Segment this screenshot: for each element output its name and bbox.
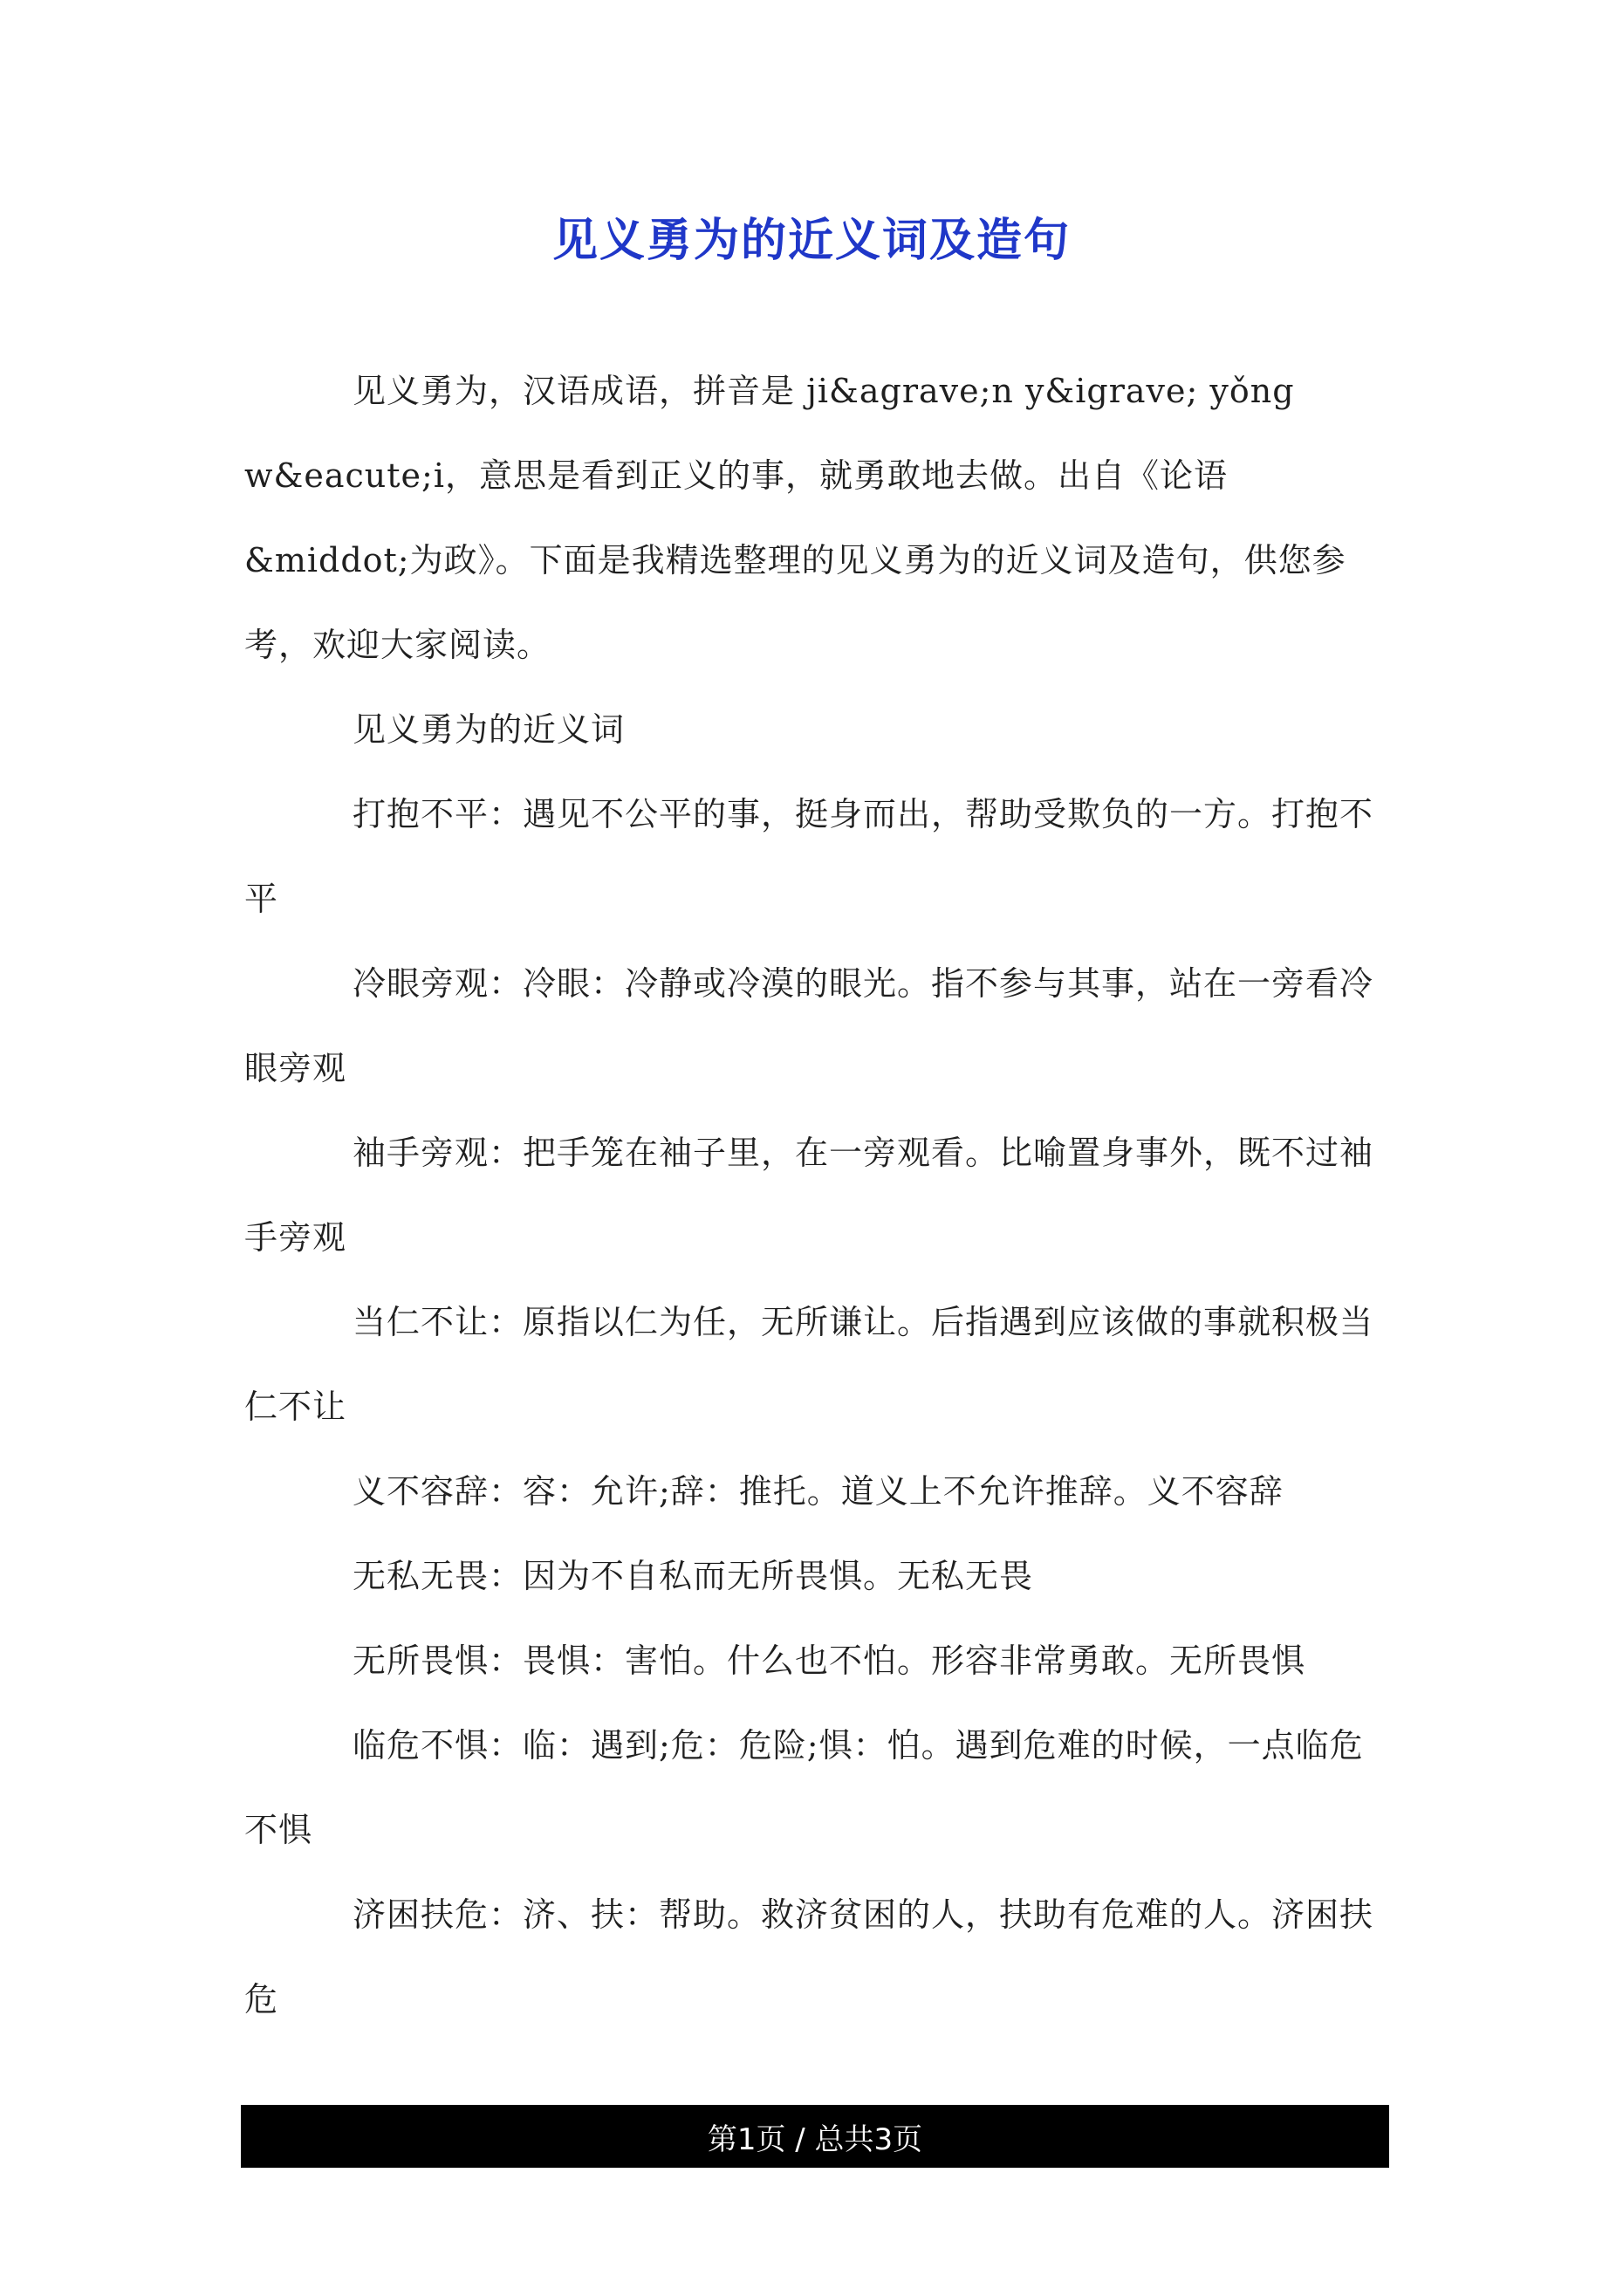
entry-paragraph: 无所畏惧：畏惧：害怕。什么也不怕。形容非常勇敢。无所畏惧 [353,1641,1306,1680]
page-footer [241,2105,1389,2168]
entry-paragraph: 济困扶危：济、扶：帮助。救济贫困的人，扶助有危难的人。济困扶危 [244,1895,1374,2018]
entry-paragraph: 无私无畏：因为不自私而无所畏惧。无私无畏 [353,1557,1034,1595]
document-title: 见义勇为的近义词及造句 [551,215,1071,267]
intro-paragraph: 见义勇为，汉语成语，拼音是 ji&agrave;n y&igrave; yǒng w&eacute;i，意思是看到正义的事，就勇敢地去做。出自《论语&middot;为政》。下面是我精选整理的见义勇为的近义词及造句，供您参考，欢迎大家阅读。 [244,372,1346,664]
document-body [244,349,1387,2042]
entry-paragraph: 打抱不平：遇见不公平的事，挺身而出，帮助受欺负的一方。打抱不平 [244,795,1374,918]
section-heading: 见义勇为的近义词 [353,710,626,749]
entry-paragraph: 当仁不让：原指以仁为任，无所谦让。后指遇到应该做的事就积极当仁不让 [244,1303,1374,1426]
entry-paragraph: 义不容辞：容：允许;辞：推托。道义上不允许推辞。义不容辞 [353,1472,1284,1511]
entry-paragraph: 临危不惧：临：遇到;危：危险;惧：怕。遇到危难的时候，一点临危不惧 [244,1726,1364,1849]
page-indicator: 第1页 / 总共3页 [707,2121,923,2157]
entry-paragraph: 冷眼旁观：冷眼：冷静或冷漠的眼光。指不参与其事，站在一旁看冷眼旁观 [244,964,1374,1087]
entry-paragraph: 袖手旁观：把手笼在袖子里，在一旁观看。比喻置身事外，既不过袖手旁观 [244,1134,1374,1257]
